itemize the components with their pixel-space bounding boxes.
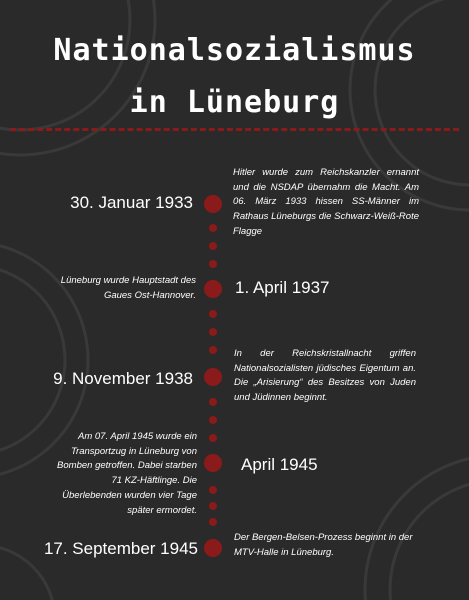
page-title-line-1: Nationalsozialismus <box>53 33 416 68</box>
timeline-dot <box>209 518 217 526</box>
page-title-line-2: in Lüneburg <box>129 85 340 120</box>
timeline-marker-5 <box>204 539 222 557</box>
timeline-dot <box>209 398 217 406</box>
timeline-dot <box>209 328 217 336</box>
timeline-dot <box>209 260 217 268</box>
event-text-2: Lüneburg wurde Hauptstadt des Gaues Ost-Hannover. <box>60 275 196 301</box>
timeline-dot <box>209 486 217 494</box>
event-text-1: Hitler wurde zum Reichskanzler ernannt und die NSDAP übernahm die Macht. Am 06. März 1933 hissen SS-Männer im Rathaus Lüneburgs die Schwarz-Weiß-Rote Flagge <box>233 167 419 237</box>
timeline-dot <box>209 346 217 354</box>
event-date-1930: 30. Januar 1933 <box>70 193 193 212</box>
timeline-marker-1 <box>204 195 222 213</box>
timeline-dot <box>209 242 217 250</box>
timeline-dot <box>209 310 217 318</box>
timeline-marker-3 <box>204 368 222 386</box>
event-text-4: Am 07. April 1945 wurde ein Transportzug in Lüneburg von Bomben getroffen. Dabei starben 71 KZ-Häftlinge. Die Überlebenden wurden vier Tage später ermordet. <box>57 431 197 516</box>
timeline-dot <box>209 416 217 424</box>
event-date-1937: 1. April 1937 <box>235 278 330 297</box>
timeline-dot <box>209 434 217 442</box>
event-date-1945-september: 17. September 1945 <box>43 539 198 558</box>
timeline-marker-4 <box>204 454 222 472</box>
event-date-1938: 9. November 1938 <box>53 369 193 388</box>
timeline-dot <box>209 502 217 510</box>
timeline-marker-2 <box>204 280 222 298</box>
event-text-5: Der Bergen-Belsen-Prozess beginnt in der MTV-Halle in Lüneburg. <box>234 532 413 558</box>
event-date-1945-april: April 1945 <box>241 455 318 474</box>
event-text-3: In der Reichskristallnacht griffen Nationalsozialisten jüdisches Eigentum an. Die „Arisierung“ des Besitzes von Juden und Jüdinnen beginnt. <box>234 348 416 404</box>
timeline-dot <box>209 224 217 232</box>
